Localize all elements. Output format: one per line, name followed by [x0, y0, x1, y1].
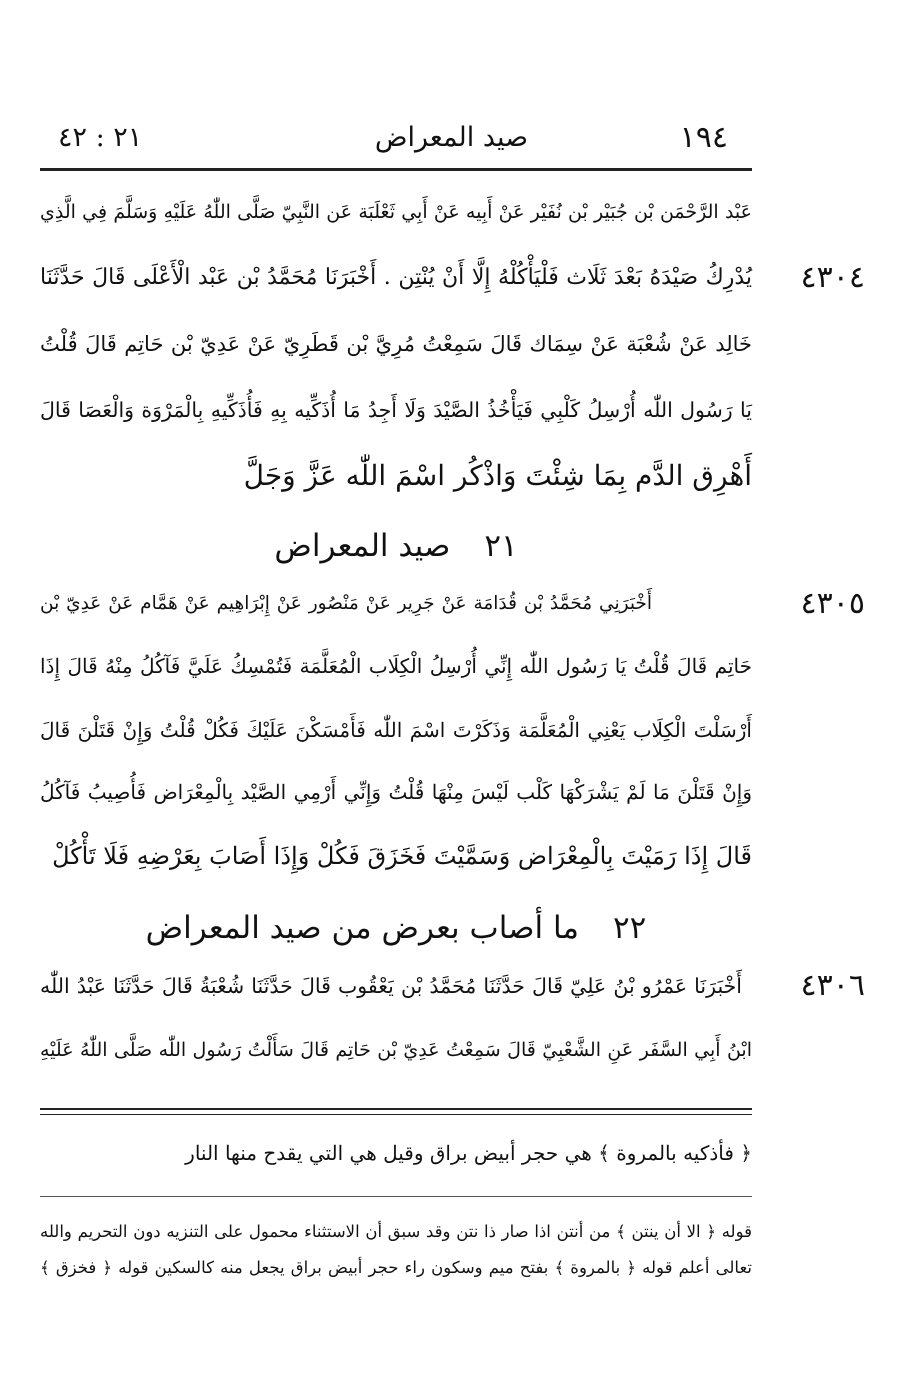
footnote-line: تعالى أعلم قوله ﴿ بالمروة ﴾ بفتح ميم وسكون راء حجر أبيض براق يجعل منه كالسكين قوله ﴿ فخزق ﴾ — [40, 1258, 752, 1277]
section-title: ما أصاب بعرض من صيد المعراض — [145, 910, 580, 946]
text-line: أَرْسَلْتَ الْكِلَاب يَعْنِي الْمُعَلَّمَة وَذَكَرْتَ اسْمَ اللّٰه فَأَمْسَكْنَ عَلَيْكَ فَكُلْ قُلْتُ وَإِنْ قَتَلْنَ قَالَ — [40, 718, 752, 742]
running-title: صيد المعراض — [374, 122, 529, 153]
text-line: أَخْبَرَنِي مُحَمَّدُ بْن قُدَامَة عَنْ جَرِير عَنْ مَنْصُور عَنْ إِبْرَاهِيم عَنْ هَمَّام عَنْ عَدِيّ بْن — [40, 593, 652, 614]
text-line: قَالَ إِذَا رَمَيْتَ بِالْمِعْرَاض وَسَمَّيْتَ فَخَزَقَ فَكُلْ وَإِذَا أَصَابَ بِعَرْضِهِ فَلَا تَأْكُلْ — [52, 842, 752, 870]
section-title: صيد المعراض — [274, 528, 451, 564]
section-heading — [40, 524, 752, 568]
header-rule — [40, 168, 752, 171]
text-line: عَبْد الرَّحْمَن بْن جُبَيْر بْن نُفَيْر عَنْ أَبِيه عَنْ أَبِي ثَعْلَبَة عَن النَّبِيّ صَلَّى اللّٰهُ عَلَيْهِ وَسَلَّمَ فِي الَّذِي — [40, 201, 752, 223]
text-line: يُدْرِكُ صَيْدَهُ بَعْدَ ثَلَاث فَلْيَأْكُلْهُ إِلَّا أَنْ يُنْتِن . أَخْبَرَنَا مُحَمَّدُ بْن عَبْد الْأَعْلَى قَالَ حَدَّثَنَا — [40, 265, 752, 290]
chapter-reference: ٢١ : ٤٢ — [58, 122, 143, 153]
section-number: ٢٢ — [613, 910, 647, 946]
text-line: ابْنُ أَبِي السَّفَر عَنِ الشَّعْبِيّ قَالَ سَمِعْتُ عَدِيّ بْن حَاتِم قَالَ سَأَلْتُ رَسُول اللّٰه صَلَّى اللّٰهُ عَلَيْهِ — [40, 1039, 752, 1061]
footnote-line: قوله ﴿ الا أن ينتن ﴾ من أنتن اذا صار ذا نتن وقد سبق أن الاستثناء محمول على التنزيه دون التحريم والله — [40, 1222, 752, 1241]
section-number: ٢١ — [484, 528, 518, 564]
section-heading — [40, 906, 752, 950]
hadith-number: ٤٣٠٦ — [800, 968, 865, 1003]
footnote-rule — [40, 1196, 752, 1197]
text-line: حَاتِم قَالَ قُلْتُ يَا رَسُول اللّٰه إِنِّي أُرْسِلُ الْكِلَاب الْمُعَلَّمَة فَتُمْسِكُ عَلَيَّ فَآكُلُ مِنْهُ قَالَ إِذَا — [40, 654, 752, 678]
hadith-number: ٤٣٠٤ — [800, 260, 865, 295]
hadith-number: ٤٣٠٥ — [800, 586, 865, 621]
text-line: أَهْرِق الدَّم بِمَا شِئْتَ وَاذْكُر اسْمَ اللّٰه عَزَّ وَجَلَّ — [243, 459, 752, 492]
page-number: ١٩٤ — [679, 120, 728, 155]
gloss-rule — [40, 1108, 752, 1110]
text-line: أَخْبَرَنَا عَمْرُو بْنُ عَلِيّ قَالَ حَدَّثَنَا مُحَمَّدُ بْن يَعْقُوب قَالَ حَدَّثَنَا شُعْبَةُ قَالَ حَدَّثَنَا عَبْدُ اللّٰه — [40, 974, 742, 998]
text-line: وَإِنْ قَتَلْنَ مَا لَمْ يَشْرَكْهَا كَلْب لَيْسَ مِنْهَا قُلْتُ وَإِنِّي أَرْمِي الصَّيْد بِالْمِعْرَاض فَأُصِيبُ فَآكُلُ — [40, 780, 752, 804]
text-line: خَالِد عَنْ شُعْبَة عَنْ سِمَاك قَالَ سَمِعْتُ مُرِيَّ بْن قَطَرِيّ عَنْ عَدِيّ بْن حَاتِم قَالَ قُلْتُ — [40, 332, 752, 356]
gloss-rule — [40, 1114, 752, 1115]
text-line: يَا رَسُول اللّٰه أُرْسِلُ كَلْبِي فَيَأْخُذُ الصَّيْدَ وَلَا أَجِدُ مَا أُذَكِّيه بِهِ فَأُذَكِّيهِ بِالْمَرْوَة وَالْعَصَا قَالَ — [40, 398, 752, 422]
gloss-note: ﴿ فأذكيه بالمروة ﴾ هي حجر أبيض براق وقيل هي التي يقدح منها النار — [185, 1141, 752, 1165]
